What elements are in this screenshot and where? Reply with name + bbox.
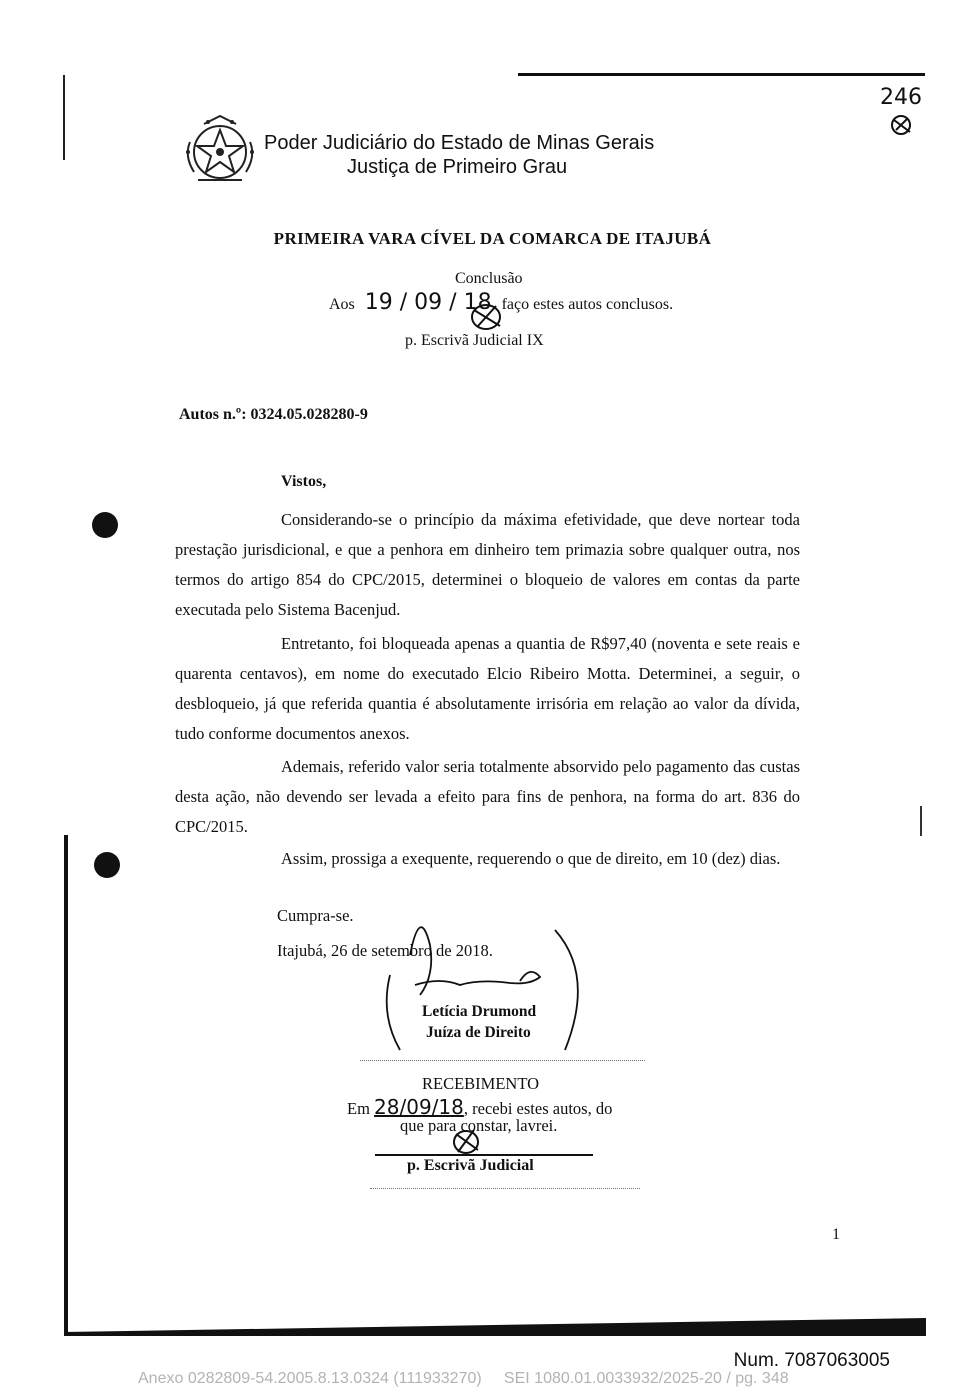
recebimento-line-2: que para constar, lavrei. (400, 1116, 558, 1135)
institution-name: Poder Judiciário do Estado de Minas Gerais (264, 132, 655, 154)
conclusao-date: 19 / 09 / 18 (364, 290, 492, 315)
recebimento-prefix: Em (347, 1099, 370, 1118)
scan-binding-edge (64, 835, 68, 1333)
conclusao-suffix: faço estes autos conclusos. (501, 296, 674, 313)
signature-rule (375, 1154, 593, 1156)
scan-border-bottom (64, 1318, 926, 1336)
recebimento-date: 28/09/18 (374, 1095, 464, 1119)
closing: Cumpra-se. (277, 906, 354, 925)
judge-title: Juíza de Direito (426, 1024, 531, 1041)
case-number-value: 0324.05.028280-9 (250, 406, 368, 423)
recebimento-signature-line: p. Escrivã Judicial (407, 1157, 534, 1174)
case-number (179, 406, 368, 424)
footer-stamp: Anexo 0282809-54.2005.8.13.0324 (111933270) SEI 1080.01.0033932/2025-20 / pg. 348 (138, 1370, 789, 1387)
signature-initials-icon (466, 300, 510, 334)
court-title: PRIMEIRA VARA CÍVEL DA COMARCA DE ITAJUBÁ (273, 229, 712, 248)
punch-hole-top (92, 512, 118, 538)
conclusao-prefix: Aos (329, 296, 355, 313)
coat-of-arms-icon (180, 112, 260, 188)
paragraph-4: Assim, prossiga a exequente, requerendo o que de direito, em 10 (dez) dias. (281, 849, 781, 868)
dotted-separator (360, 1060, 645, 1061)
initials-mark-icon (888, 112, 918, 140)
scan-border-top (518, 73, 925, 76)
judge-name: Letícia Drumond (422, 1003, 537, 1020)
place-date: Itajubá, 26 de setembro de 2018. (277, 941, 493, 960)
paragraph-1: Considerando-se o princípio da máxima efetividade, que deve nortear toda prestação jurisdicional, e que a penhora em dinheiro tem primazia sobre qualquer outra, nos termos do artigo 854 do CPC/2015, determinei o bloqueio de valores em contas da parte executada pelo Sistema Bacenjud. (175, 510, 800, 619)
scan-mark-right (920, 806, 922, 836)
greeting: Vistos, (281, 473, 327, 490)
scan-border-left (63, 75, 65, 160)
paragraph-3: Ademais, referido valor seria totalmente absorvido pelo pagamento das custas desta ação, não devendo ser levada a efeito para fins de penhora, na forma do art. 836 do CPC/2015. (175, 757, 800, 836)
paragraph-2: Entretanto, foi bloqueada apenas a quantia de R$97,40 (noventa e sete reais e quarenta centavos), em nome do executado Elcio Ribeiro Motta. Determinei, a seguir, o desbloqueio, já que referida quantia é absolutamente irrisória em relação ao valor da dívida, tudo conforme documentos anexos. (175, 634, 800, 743)
conclusao-title: Conclusão (455, 270, 523, 287)
recebimento-title: RECEBIMENTO (422, 1074, 540, 1093)
escriva-signature-line: p. Escrivã Judicial IX (405, 332, 544, 349)
page-number-handwritten: 246 (880, 85, 922, 110)
punch-hole-bottom (94, 852, 120, 878)
instance-name: Justiça de Primeiro Grau (347, 156, 568, 178)
margin-mark: 1 (832, 1226, 840, 1243)
document-number: Num. 7087063005 (733, 1350, 890, 1371)
case-number-label: Autos n.º: (179, 406, 247, 423)
recebimento-suffix: , recebi estes autos, do (463, 1099, 613, 1118)
dotted-separator-bottom (370, 1188, 640, 1189)
